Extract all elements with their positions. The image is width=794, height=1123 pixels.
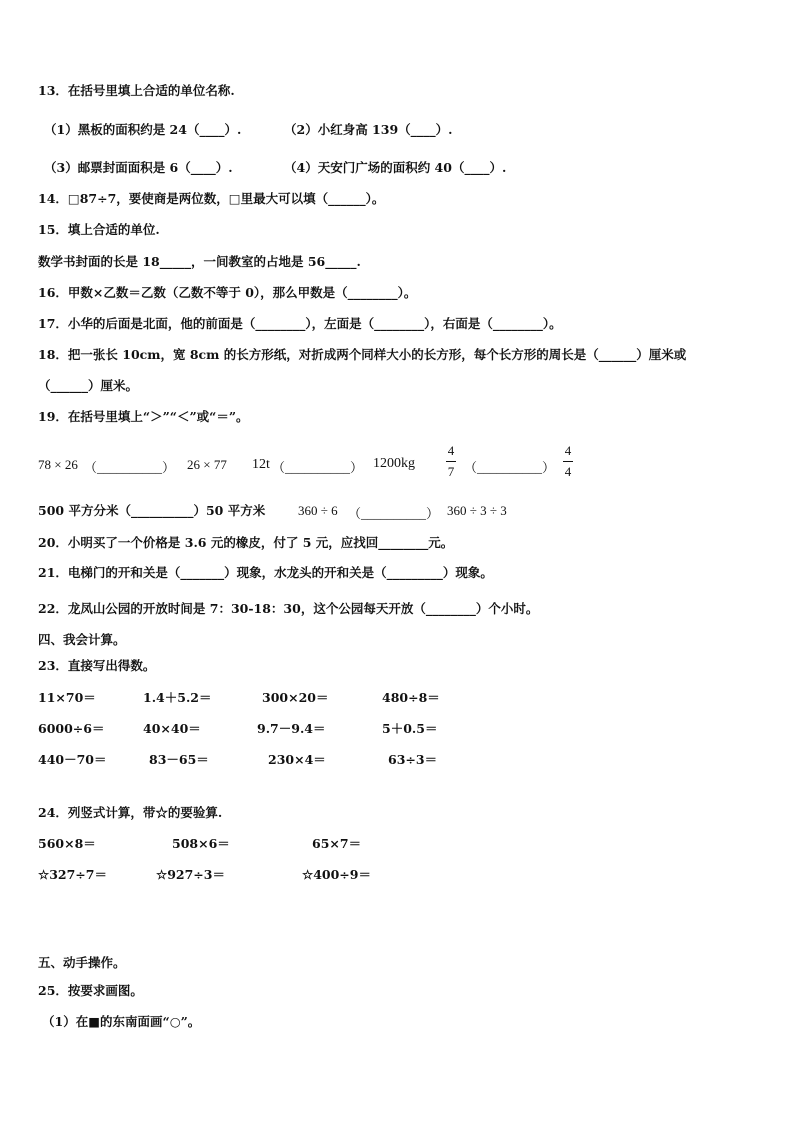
q19-row2-c: 360 ÷ 3 ÷ 3 <box>447 503 507 518</box>
q19-row2-a: 500 平方分米（__________）50 平方米 <box>38 503 266 518</box>
calc-item: 300×20＝ <box>262 690 329 705</box>
q25-title: 25．按要求画图。 <box>38 983 143 998</box>
calc-item: 230×4＝ <box>268 752 326 767</box>
q19-expr-b: 26 × 77 <box>187 457 227 472</box>
calc-item: 1.4＋5.2＝ <box>143 690 212 705</box>
q25-item-1: （1）在■的东南面画“○”。 <box>42 1014 201 1029</box>
q22: 22．龙凤山公园的开放时间是 7：30-18：30，这个公园每天开放（________）个小时。 <box>38 601 539 616</box>
fraction-bar <box>563 461 573 462</box>
q18-line1: 18．把一张长 10cm，宽 8cm 的长方形纸，对折成两个同样大小的长方形，每个长方形的周长是（______）厘米或 <box>38 347 687 362</box>
q13-item-1: （1）黑板的面积约是 24（____）. <box>44 122 242 137</box>
q19-blank-1: （__________） <box>84 460 176 475</box>
calc-item: 11×70＝ <box>38 690 96 705</box>
fraction-denominator: 7 <box>447 464 455 479</box>
q20: 20．小明买了一个价格是 3.6 元的橡皮，付了 5 元，应找回________元。 <box>38 535 454 550</box>
q18-line2: （______）厘米。 <box>38 378 139 393</box>
calc-item: 63÷3＝ <box>388 752 438 767</box>
q19-fraction-2 <box>563 443 573 480</box>
vertical-calc-item: ☆927÷3＝ <box>156 867 225 882</box>
vertical-calc-item: 508×6＝ <box>172 836 230 851</box>
q16: 16．甲数×乙数＝乙数（乙数不等于 0），那么甲数是（________）。 <box>38 285 417 300</box>
vertical-calc-item: 560×8＝ <box>38 836 96 851</box>
q23-title: 23．直接写出得数。 <box>38 658 156 673</box>
calc-item: 480÷8＝ <box>382 690 440 705</box>
fraction-numerator: 4 <box>447 443 455 458</box>
fraction-bar <box>446 461 456 462</box>
q19-fraction-1 <box>446 443 456 480</box>
q19-row2-blank: （__________） <box>348 506 440 521</box>
q24-title: 24．列竖式计算，带☆的要验算. <box>38 805 223 820</box>
q15-title: 15．填上合适的单位. <box>38 222 160 237</box>
q19-title: 19．在括号里填上“＞”“＜”或“＝”。 <box>38 409 249 424</box>
q13-item-2: （2）小红身高 139（____）. <box>284 122 453 137</box>
q13-title: 13．在括号里填上合适的单位名称. <box>38 83 235 98</box>
q13-item-3: （3）邮票封面面积是 6（____）. <box>44 160 233 175</box>
fraction-denominator: 4 <box>564 464 572 479</box>
vertical-calc-item: ☆327÷7＝ <box>38 867 107 882</box>
calc-item: 83－65＝ <box>149 752 209 767</box>
section-4-heading: 四、我会计算。 <box>38 632 126 647</box>
q15-body: 数学书封面的长是 18_____，一间教室的占地是 56_____. <box>38 254 361 269</box>
q19-expr-c: 12t <box>252 457 270 472</box>
calc-item: 440－70＝ <box>38 752 107 767</box>
q19-expr-d: 1200kg <box>373 456 415 471</box>
section-5-heading: 五、动手操作。 <box>38 955 126 970</box>
calc-item: 5＋0.5＝ <box>382 721 438 736</box>
calc-item: 9.7－9.4＝ <box>257 721 326 736</box>
q19-blank-2: （__________） <box>272 460 364 475</box>
q19-expr-a: 78 × 26 <box>38 457 78 472</box>
calc-item: 6000÷6＝ <box>38 721 105 736</box>
q13-item-4: （4）天安门广场的面积约 40（____）. <box>284 160 507 175</box>
vertical-calc-item: 65×7＝ <box>312 836 362 851</box>
calc-item: 40×40＝ <box>143 721 201 736</box>
q19-blank-3: （__________） <box>464 460 556 475</box>
q21: 21．电梯门的开和关是（_______）现象，水龙头的开和关是（_________）现象。 <box>38 565 493 580</box>
q14: 14．□87÷7，要使商是两位数，□里最大可以填（______）。 <box>38 191 385 206</box>
q19-row2-b: 360 ÷ 6 <box>298 503 338 518</box>
vertical-calc-item: ☆400÷9＝ <box>302 867 371 882</box>
fraction-numerator: 4 <box>564 443 572 458</box>
q17: 17．小华的后面是北面，他的前面是（________），左面是（________），右面是（________）。 <box>38 316 562 331</box>
